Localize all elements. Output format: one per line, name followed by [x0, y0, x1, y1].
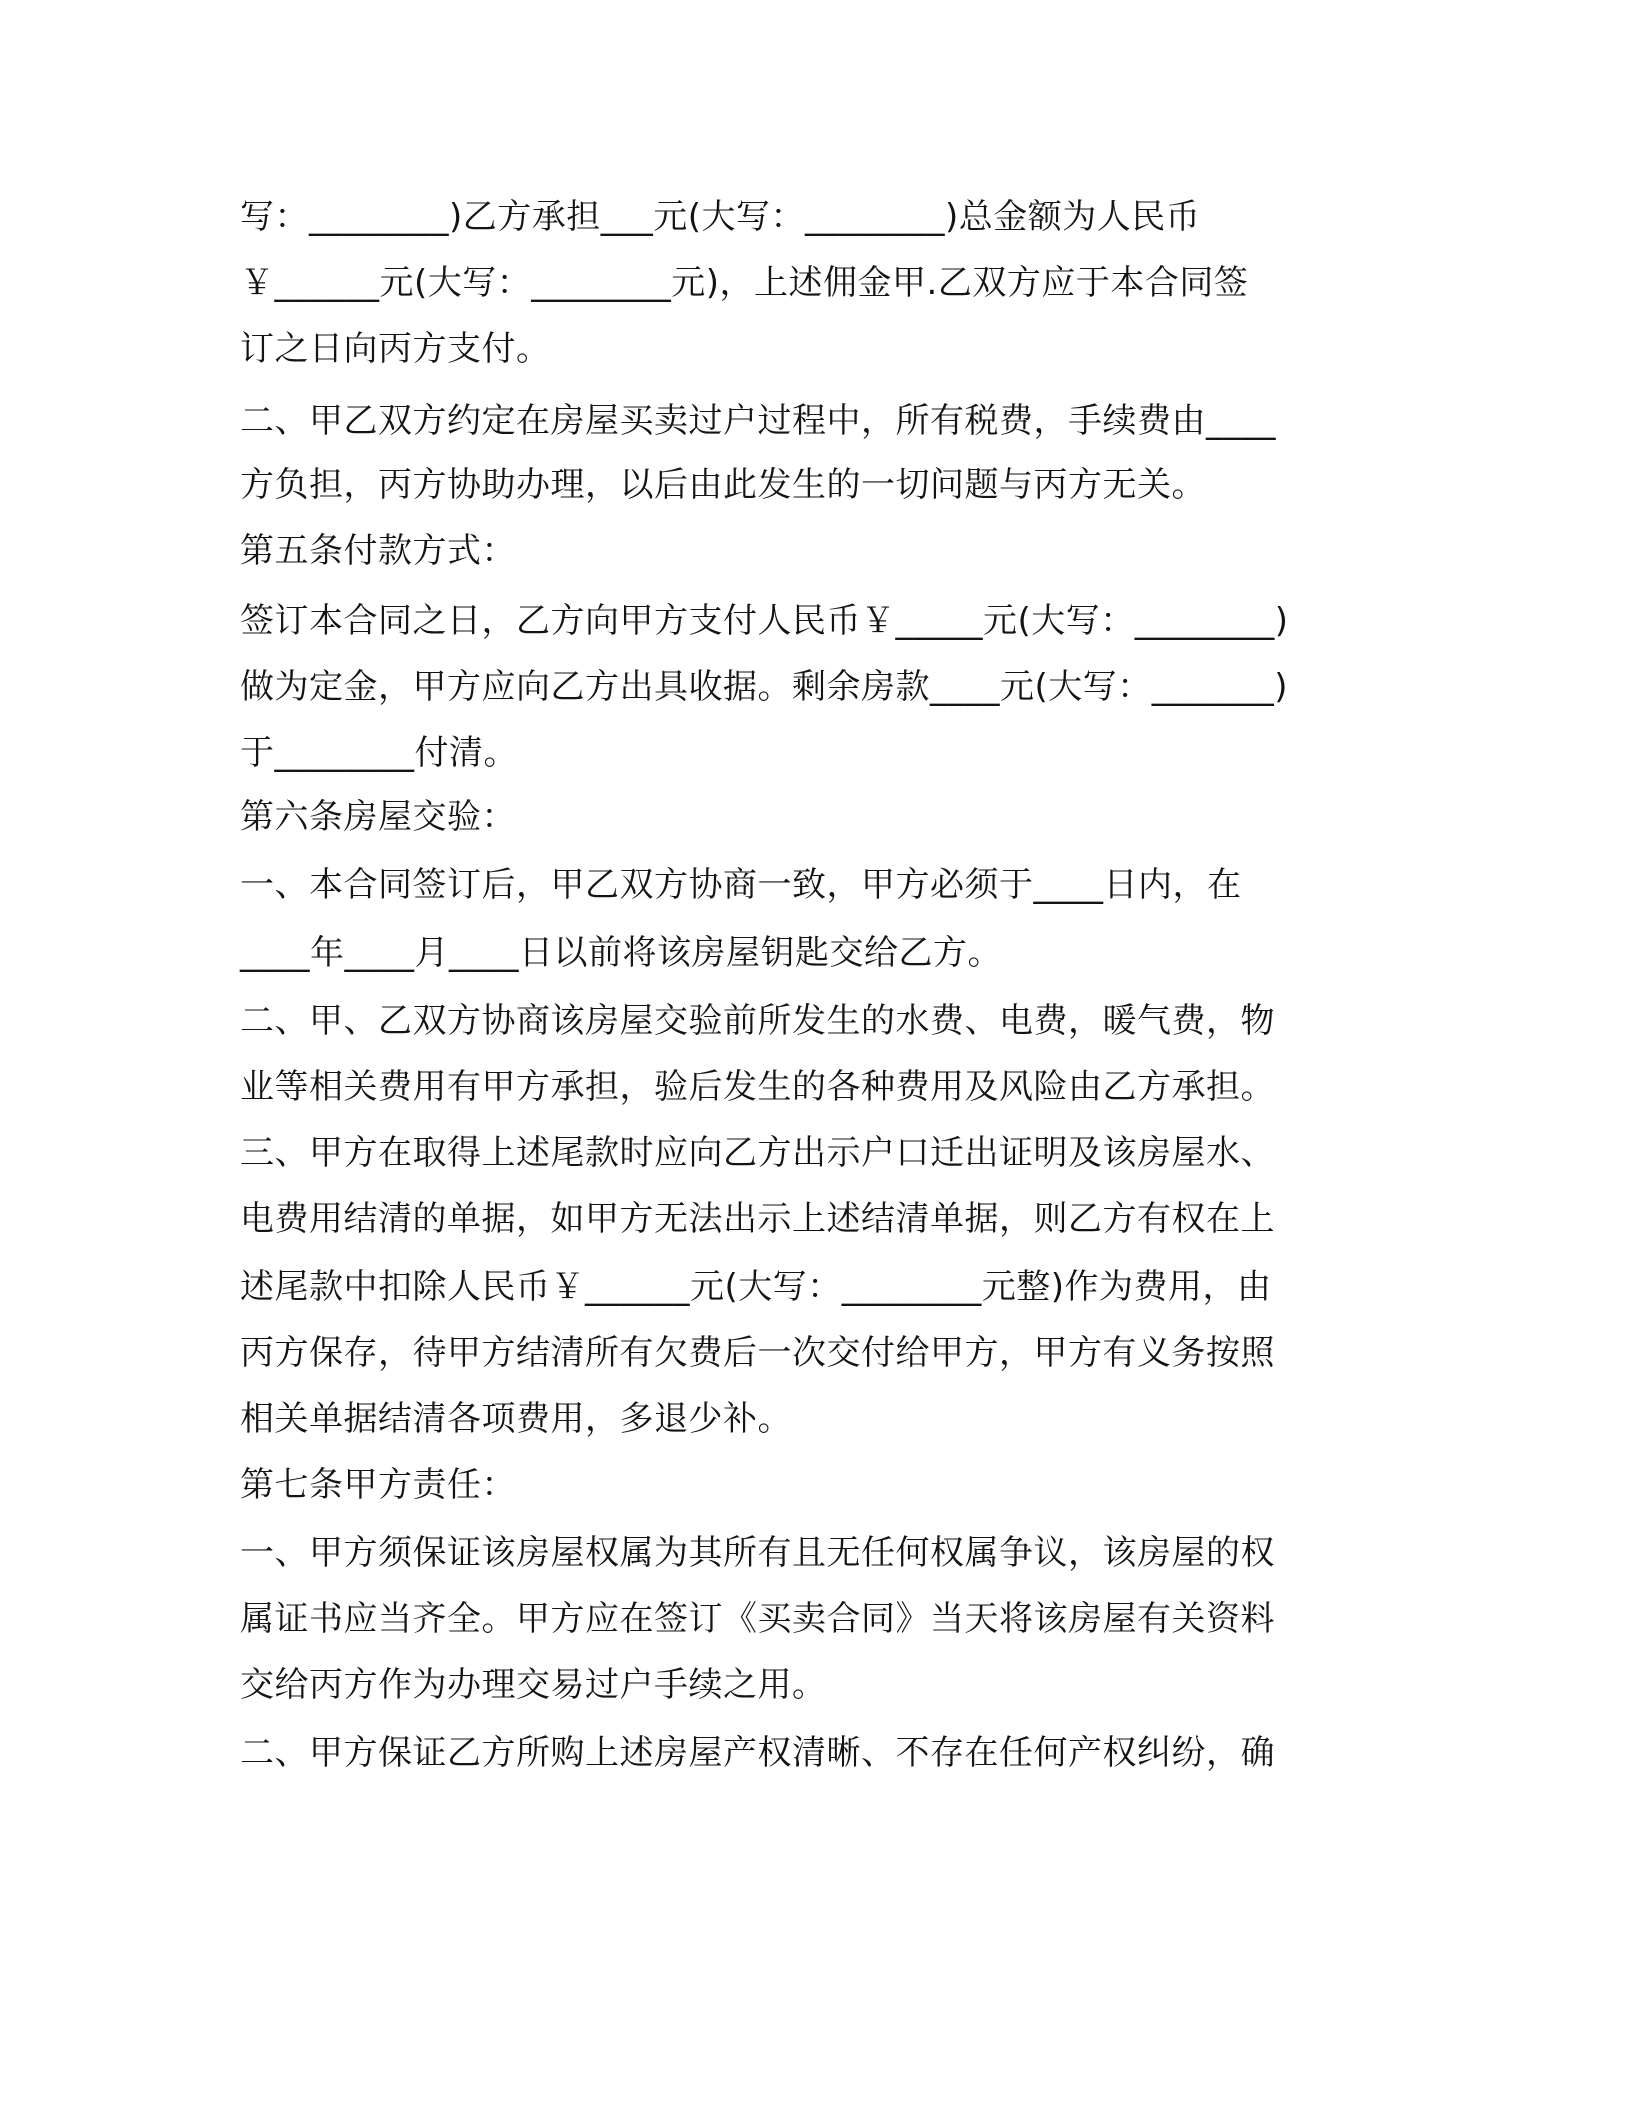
text-line: 交给丙方作为办理交易过户手续之用。 — [240, 1665, 827, 1705]
text-line: 相关单据结清各项费用，多退少补。 — [240, 1399, 792, 1439]
text-line: ____年____月____日以前将该房屋钥匙交给乙方。 — [240, 933, 1002, 973]
section-heading: 第五条付款方式： — [240, 531, 516, 571]
text-line: 于________付清。 — [240, 733, 518, 773]
text-line: 二、甲、乙双方协商该房屋交验前所发生的水费、电费，暖气费，物 — [240, 1001, 1275, 1041]
text-line: 丙方保存，待甲方结清所有欠费后一次交付给甲方，甲方有义务按照 — [240, 1333, 1275, 1373]
text-line: ￥______元(大写：________元)，上述佣金甲.乙双方应于本合同签 — [240, 263, 1249, 303]
section-heading: 第七条甲方责任： — [240, 1465, 516, 1505]
text-line: 二、甲方保证乙方所购上述房屋产权清晰、不存在任何产权纠纷，确 — [240, 1733, 1275, 1773]
text-line: 订之日向丙方支付。 — [240, 329, 551, 369]
text-line: 三、甲方在取得上述尾款时应向乙方出示户口迁出证明及该房屋水、 — [240, 1133, 1275, 1173]
text-line: 方负担，丙方协助办理，以后由此发生的一切问题与丙方无关。 — [240, 465, 1206, 505]
text-line: 二、甲乙双方约定在房屋买卖过户过程中，所有税费，手续费由____ — [240, 401, 1276, 441]
text-line: 业等相关费用有甲方承担，验后发生的各种费用及风险由乙方承担。 — [240, 1067, 1275, 1107]
text-line: 述尾款中扣除人民币￥______元(大写：________元整)作为费用，由 — [240, 1267, 1272, 1307]
section-heading: 第六条房屋交验： — [240, 797, 516, 837]
text-line: 电费用结清的单据，如甲方无法出示上述结清单据，则乙方有权在上 — [240, 1199, 1275, 1239]
text-line: 属证书应当齐全。甲方应在签订《买卖合同》当天将该房屋有关资料 — [240, 1599, 1275, 1639]
text-line: 签订本合同之日，乙方向甲方支付人民币￥_____元(大写：________) — [240, 601, 1289, 641]
text-line: 写：________)乙方承担___元(大写：________)总金额为人民币 — [240, 197, 1201, 237]
text-line: 做为定金，甲方应向乙方出具收据。剩余房款____元(大写：_______) — [240, 667, 1289, 707]
text-line: 一、甲方须保证该房屋权属为其所有且无任何权属争议，该房屋的权 — [240, 1533, 1275, 1573]
text-line: 一、本合同签订后，甲乙双方协商一致，甲方必须于____日内，在 — [240, 865, 1242, 905]
